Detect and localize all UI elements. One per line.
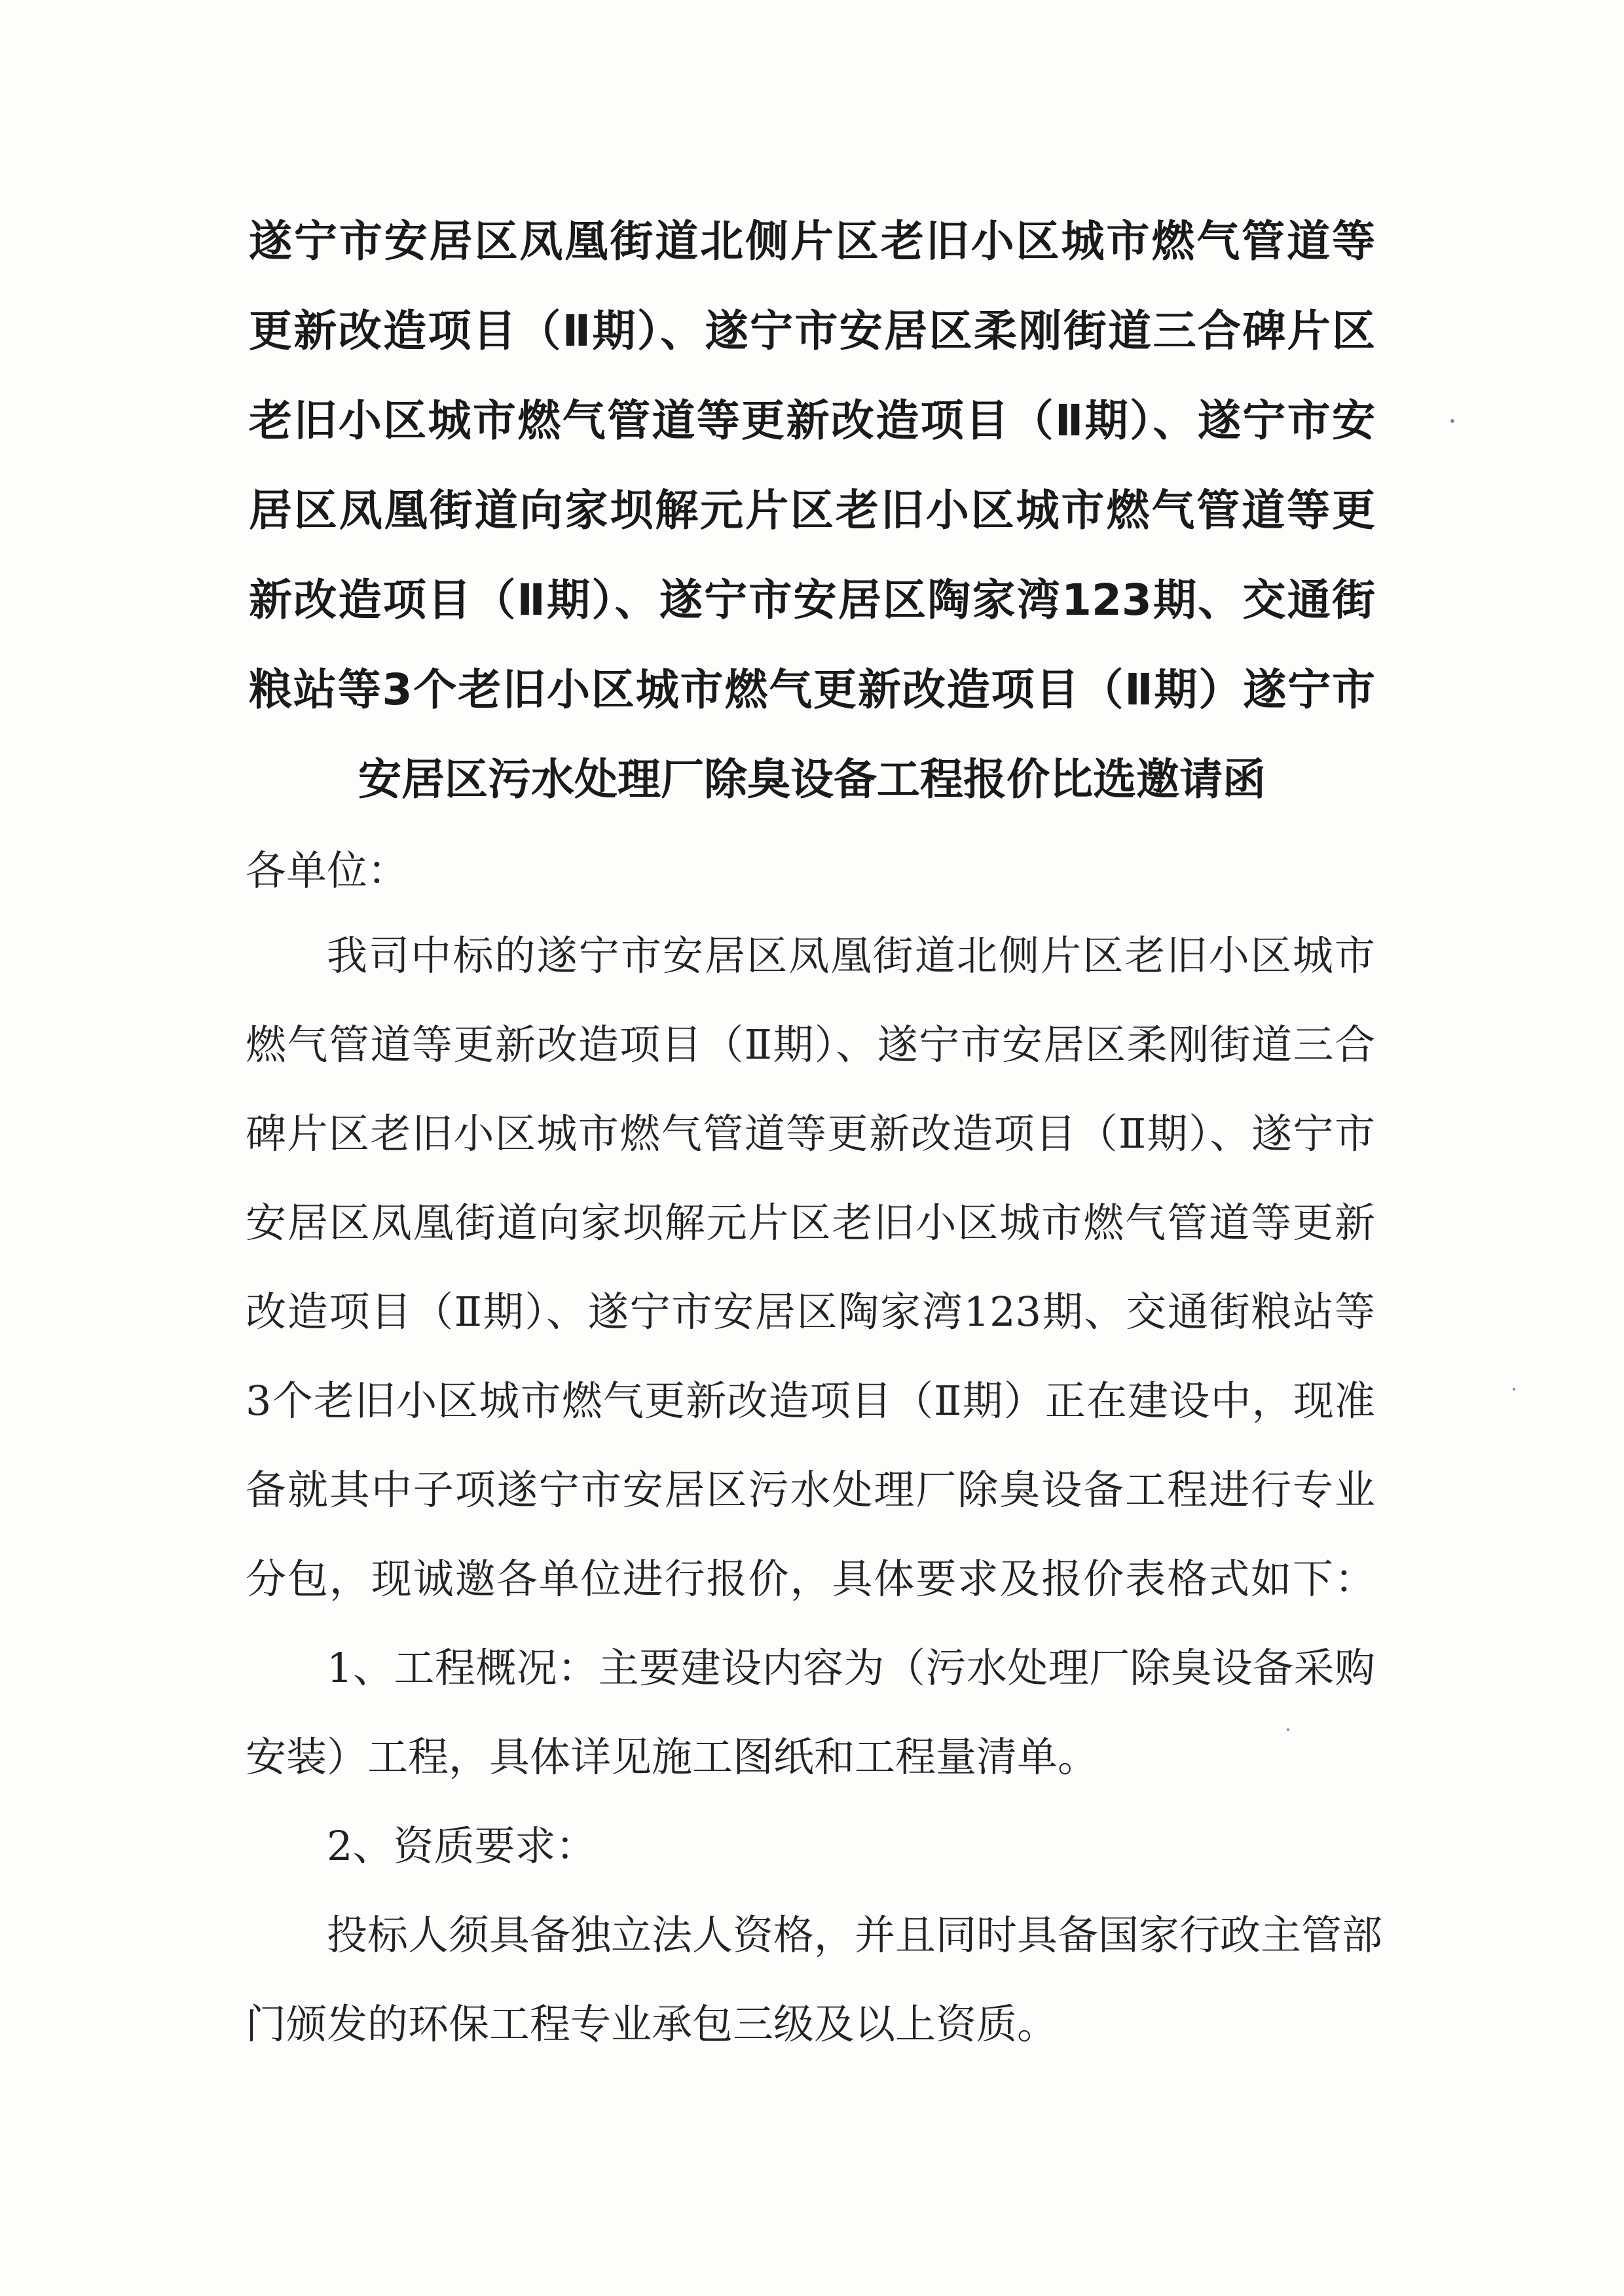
salutation-block <box>246 826 1375 915</box>
document-title <box>249 196 1375 824</box>
paragraph-line: 我司中标的遂宁市安居区凤凰街道北侧片区老旧小区城市 <box>327 932 1375 979</box>
salutation: 各单位： <box>246 847 409 894</box>
intro-paragraph <box>246 911 1375 1624</box>
paragraph-line: 分包，现诚邀各单位进行报价，具体要求及报价表格式如下： <box>246 1555 1375 1603</box>
paragraph-line: 投标人须具备独立法人资格，并且同时具备国家行政主管部 <box>327 1911 1383 1959</box>
paragraph-line: 门颁发的环保工程专业承包三级及以上资质。 <box>246 2000 1058 2048</box>
paragraph-line: 1、工程概况：主要建设内容为（污水处理厂除臭设备采购 <box>327 1644 1375 1692</box>
paragraph-line: 备就其中子项遂宁市安居区污水处理厂除臭设备工程进行专业 <box>246 1466 1375 1514</box>
scan-speck <box>1287 1728 1289 1731</box>
scan-speck <box>1513 1388 1515 1391</box>
title-line: 居区凤凰街道向家坝解元片区老旧小区城市燃气管道等更 <box>249 485 1375 536</box>
section-2-qualification <box>246 1891 1383 2069</box>
title-line: 新改造项目（Ⅱ期）、遂宁市安居区陶家湾123期、交通街 <box>249 575 1375 625</box>
section-1-project-overview <box>246 1624 1375 1802</box>
paragraph-line: 改造项目（Ⅱ期）、遂宁市安居区陶家湾123期、交通街粮站等 <box>246 1288 1375 1336</box>
scan-speck <box>1450 419 1454 423</box>
paragraph-line: 3个老旧小区城市燃气更新改造项目（Ⅱ期）正在建设中，现准 <box>246 1377 1375 1425</box>
section-2-heading-block <box>246 1802 1375 1891</box>
title-line: 更新改造项目（Ⅱ期）、遂宁市安居区柔刚街道三合碑片区 <box>249 306 1375 356</box>
title-line: 粮站等3个老旧小区城市燃气更新改造项目（Ⅱ期）遂宁市 <box>249 665 1375 715</box>
title-line: 老旧小区城市燃气管道等更新改造项目（Ⅱ期）、遂宁市安 <box>249 395 1375 446</box>
section-2-heading: 2、资质要求： <box>327 1822 597 1870</box>
title-line: 安居区污水处理厂除臭设备工程报价比选邀请函 <box>358 754 1266 805</box>
paragraph-line: 碑片区老旧小区城市燃气管道等更新改造项目（Ⅱ期）、遂宁市 <box>246 1110 1375 1157</box>
title-line: 遂宁市安居区凤凰街道北侧片区老旧小区城市燃气管道等 <box>249 216 1375 266</box>
paragraph-line: 燃气管道等更新改造项目（Ⅱ期）、遂宁市安居区柔刚街道三合 <box>246 1021 1375 1068</box>
paragraph-line: 安装）工程，具体详见施工图纸和工程量清单。 <box>246 1733 1099 1781</box>
paragraph-line: 安居区凤凰街道向家坝解元片区老旧小区城市燃气管道等更新 <box>246 1199 1375 1247</box>
